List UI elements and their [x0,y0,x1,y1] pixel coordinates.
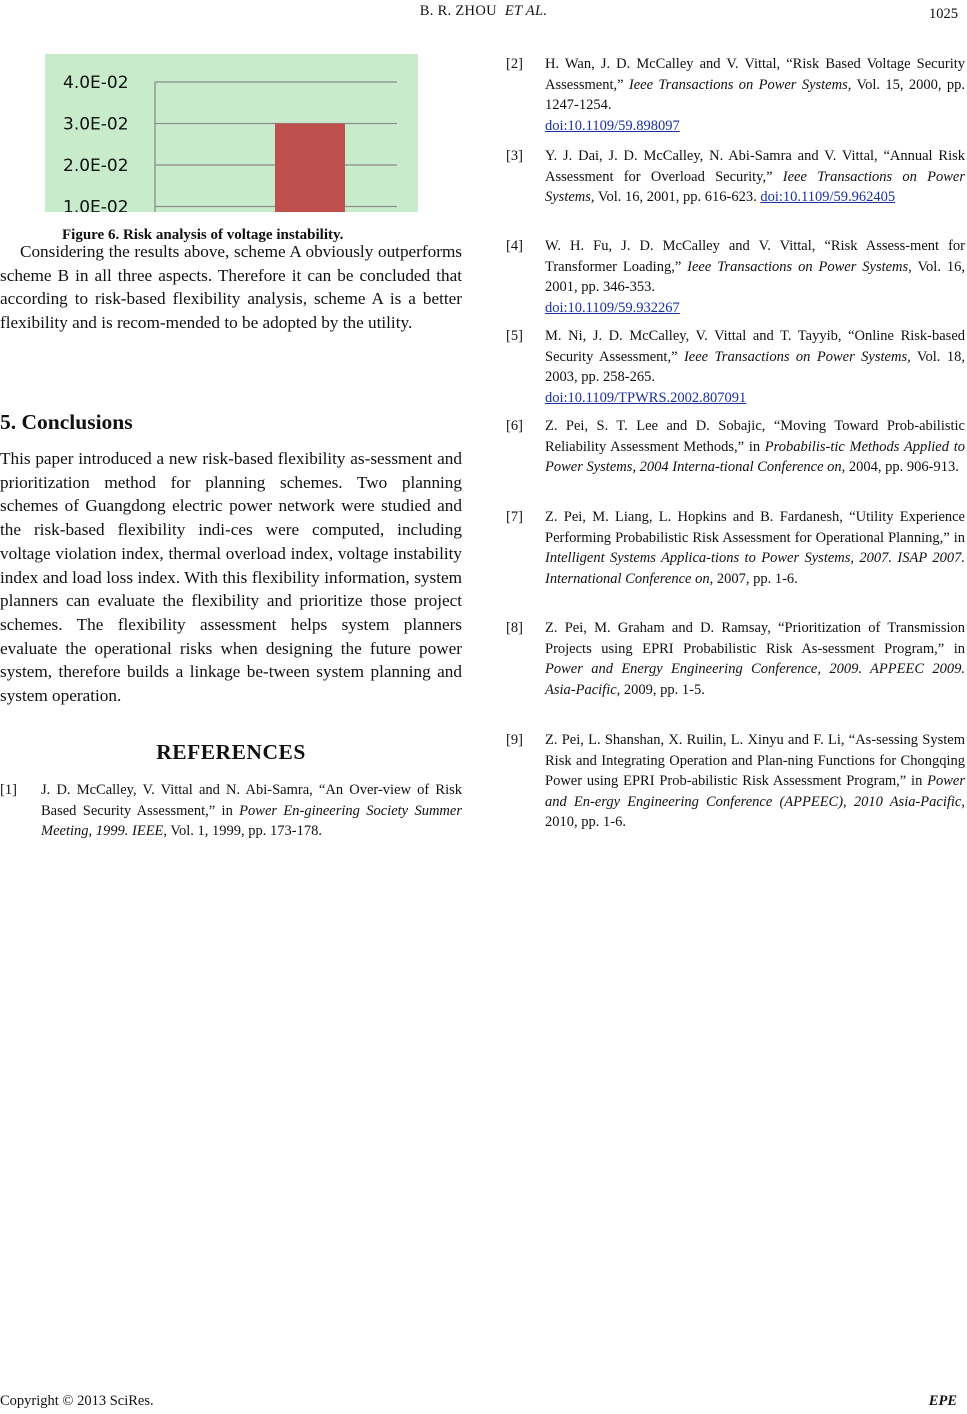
risk-chart [45,54,418,212]
reference-authors-title: H. Wan, J. D. McCalley and V. Vittal, “Risk Based Voltage Security Assessment,” [545,56,965,93]
reference-authors-title: W. H. Fu, J. D. McCalley and V. Vittal, “Risk Assess-ment for Transformer Loading,” [545,238,965,275]
references-heading: REFERENCES [156,740,306,764]
reference-details: , 2004, pp. 906-913. [841,459,959,475]
chart-svg [45,54,418,212]
left-column-para2 [0,447,462,708]
reference-number: [3] [506,148,523,164]
reference-text [545,507,965,589]
running-header [0,3,967,20]
bar [275,124,345,213]
reference-details: , 2009, pp. 1-5. [616,681,705,698]
reference-venue: Ieee Transactions on Power Systems, [628,76,852,93]
reference-text [41,780,462,842]
reference-number: [5] [506,328,523,344]
reference-details: Vol. 18, 2003, pp. 258-265. [545,348,965,385]
left-column-para1 [0,240,462,335]
reference-venue: Probabilis-tic Methods Applied to Power Systems, 2004 Interna-tional Conference on [545,438,965,475]
reference-details: Vol. 16, 2001, pp. 616-623. [594,189,761,205]
doi-link[interactable]: doi:10.1109/TPWRS.2002.807091 [545,389,747,406]
reference-venue: Power En-gineering Society Summer Meeting, 1999. IEEE [41,802,462,839]
page-number: 1025 [929,6,958,22]
reference-number: [4] [506,238,523,254]
header-etal: ET AL. [504,3,548,19]
reference-text [545,146,965,208]
reference-authors-title: Z. Pei, M. Graham and D. Ramsay, “Prioritization of Transmission Projects using EPRI Probabilistic Risk As-sessment Program,” in [545,620,965,657]
doi-link[interactable]: doi:10.1109/59.962405 [760,189,896,205]
body-paragraph: This paper introduced a new risk-based flexibility as-sessment and prioritization method for planning schemes. Two planning schemes of Guangdong electric power network were studied and the risk-based flexibility indi-ces were computed, including voltage violation index, thermal overload index, voltage instability index and load loss index. With this flexibility information, system planners can evaluate the flexibility and prioritize those project schemes. The flexibility assessment helps system planners evaluate the operational risks when designing the future power system, therefore builds a linkage be-tween system planning and system operation. [0,449,462,706]
reference-venue: Power and En-ergy Engineering Conference (APPEEC), 2010 Asia-Pacific [545,773,965,810]
reference-authors-title: Z. Pei, S. T. Lee and D. Sobajic, “Moving Toward Prob-abilistic Reliability Assessment Methods,” in [545,418,965,455]
figure-caption: Figure 6. Risk analysis of voltage instability. [62,227,344,243]
section-heading-conclusions: 5. Conclusions [0,410,133,434]
reference-number: [8] [506,620,523,636]
reference-text [545,236,965,318]
reference-number: [2] [506,56,523,72]
reference-authors-title: J. D. McCalley, V. Vittal and N. Abi-Samra, “An Over-view of Risk Based Security Assessment,” in [41,782,462,819]
reference-text [545,416,965,478]
reference-number: [9] [506,732,523,748]
reference-text [545,730,965,833]
reference-number: [7] [506,509,523,525]
reference-number: [6] [506,418,523,434]
y-tick-label: 1.0E-02 [63,197,129,212]
doi-link[interactable]: doi:10.1109/59.898097 [545,117,680,134]
y-tick-label: 2.0E-02 [63,156,129,176]
reference-venue: Intelligent Systems Applica-tions to Power Systems, 2007. ISAP 2007. International Conference on [545,550,965,587]
body-paragraph: Considering the results above, scheme A obviously outperforms scheme B in all three aspects. Therefore it can be concluded that according to risk-based flexibility analysis, scheme A is a better flexibility and is recom-mended to be adopted by the utility. [0,242,462,333]
reference-authors-title: Y. J. Dai, J. D. McCalley, N. Abi-Samra and V. Vittal, “Annual Risk Assessment for Overload Security,” [545,148,965,185]
footer-copyright: Copyright © 2013 SciRes. [0,1393,154,1409]
reference-text [545,618,965,700]
reference-authors-title: Z. Pei, M. Liang, L. Hopkins and B. Fardanesh, “Utility Experience Performing Probabilistic Risk Assessment for Operational Planning,” in [545,509,965,546]
reference-details: , 2010, pp. 1-6. [545,793,965,830]
reference-details: , Vol. 1, 1999, pp. 173-178. [163,823,322,839]
reference-authors-title: Z. Pei, L. Shanshan, X. Ruilin, L. Xinyu and F. Li, “As-sessing System Risk and Integrating Operation and Plan-ning Functions for Chongqing Power using EPRI Prob-abilistic Risk Assessment Program,” in [545,732,965,789]
reference-venue: Ieee Transactions on Power Systems, [683,348,911,365]
reference-details: Vol. 16, 2001, pp. 346-353. [545,258,965,295]
reference-details: Vol. 15, 2000, pp. 1247-1254. [545,76,965,113]
doi-link[interactable]: doi:10.1109/59.932267 [545,299,680,316]
reference-venue: Ieee Transactions on Power Systems, [687,258,912,275]
reference-text [545,54,965,136]
reference-number: [1] [0,782,17,798]
reference-authors-title: M. Ni, J. D. McCalley, V. Vittal and T. Tayyib, “Online Risk-based Security Assessment,” [545,328,965,365]
reference-details: , 2007, pp. 1-6. [709,570,798,587]
header-author: B. R. ZHOU [419,3,497,19]
y-tick-label: 3.0E-02 [63,114,129,135]
reference-text [545,326,965,408]
footer-journal: EPE [928,1393,957,1409]
y-tick-label: 4.0E-02 [63,73,129,93]
reference-venue: Power and Energy Engineering Conference, 2009. APPEEC 2009. Asia-Pacific [545,661,965,698]
reference-venue: Ieee Transactions on Power Systems, [545,168,965,205]
